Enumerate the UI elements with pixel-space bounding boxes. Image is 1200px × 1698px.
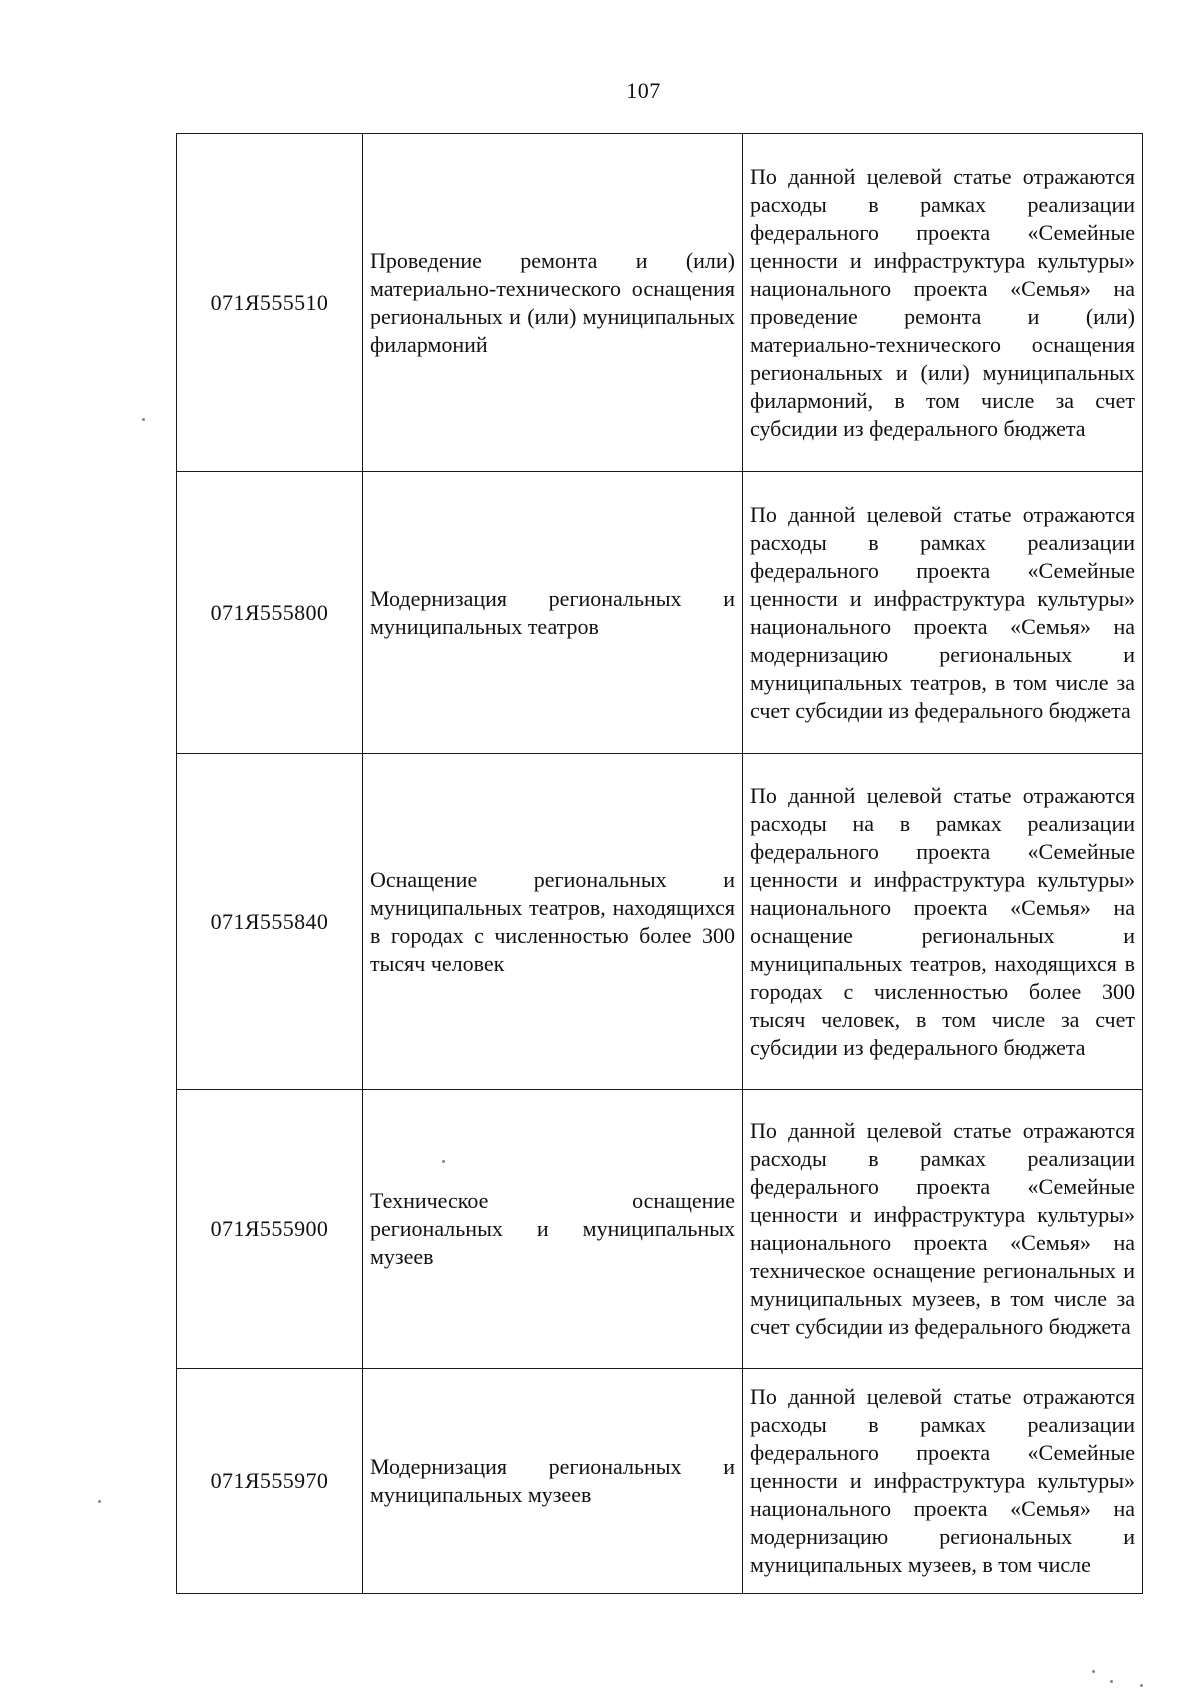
scan-speck [142, 418, 145, 421]
page-number: 107 [626, 78, 661, 103]
expense-description-cell [743, 754, 1143, 1090]
expense-description-cell [743, 1369, 1143, 1594]
expense-name: Модернизация региональных и муниципальных театров [370, 585, 735, 639]
table-row [177, 754, 1143, 1090]
target-code-cell [177, 1090, 363, 1369]
target-code: 071Я555970 [210, 1468, 329, 1493]
expense-description: По данной целевой статье отражаются расходы в рамках реализации федерального проекта «Семейные ценности и инфраструктура культуры» национального проекта «Семья» на модернизацию региональных и муниципальных музеев, в том числе [750, 1384, 1135, 1577]
target-code-cell [177, 134, 363, 472]
scan-speck [1110, 1680, 1113, 1683]
scan-speck [1140, 1684, 1143, 1687]
scan-speck [98, 1500, 101, 1503]
target-code: 071Я555510 [210, 289, 329, 315]
table-row [177, 1369, 1143, 1594]
expense-description: По данной целевой статье отражаются расходы в рамках реализации федерального проекта «Семейные ценности и инфраструктура культуры» национального проекта «Семья» на проведение ремонта и (или) материально-технического оснащения региональных и (или) муниципальных филармоний, в том числе за счет субсидии из федерального бюджета [750, 163, 1135, 441]
scan-speck [442, 1160, 445, 1163]
table-row [177, 134, 1143, 472]
expense-name: Модернизация региональных и муниципальных музеев [370, 1454, 735, 1507]
table-row [177, 472, 1143, 754]
expense-description-cell [743, 472, 1143, 754]
target-code-cell [177, 1369, 363, 1594]
target-code: 071Я555840 [210, 908, 329, 934]
expense-name: Проведение ремонта и (или) материально-технического оснащения региональных и (или) муниципальных филармоний [370, 247, 735, 357]
expense-name-cell [363, 754, 743, 1090]
expense-name-cell [363, 472, 743, 754]
budget-classification-table [176, 133, 1143, 1594]
expense-description: По данной целевой статье отражаются расходы в рамках реализации федерального проекта «Семейные ценности и инфраструктура культуры» национального проекта «Семья» на техническое оснащение региональных и муниципальных музеев, в том числе за счет субсидии из федерального бюджета [750, 1118, 1135, 1339]
target-code: 071Я555800 [210, 599, 329, 625]
expense-description-cell [743, 134, 1143, 472]
target-code-cell [177, 754, 363, 1090]
expense-name-cell [363, 1369, 743, 1594]
expense-name-cell [363, 134, 743, 472]
expense-description: По данной целевой статье отражаются расходы в рамках реализации федерального проекта «Семейные ценности и инфраструктура культуры» национального проекта «Семья» на модернизацию региональных и муниципальных театров, в том числе за счет субсидии из федерального бюджета [750, 501, 1135, 723]
expense-description: По данной целевой статье отражаются расходы на в рамках реализации федерального проекта «Семейные ценности и инфраструктура культуры» национального проекта «Семья» на оснащение региональных и муниципальных театров, находящихся в городах с численностью более 300 тысяч человек, в том числе за счет субсидии из федерального бюджета [750, 782, 1135, 1060]
expense-name: Оснащение региональных и муниципальных театров, находящихся в городах с численностью более 300 тысяч человек [370, 866, 735, 976]
target-code: 071Я555900 [210, 1216, 329, 1241]
target-code-cell [177, 472, 363, 754]
expense-name: Техническое оснащение региональных и муниципальных музеев [370, 1188, 735, 1269]
scan-speck [1092, 1670, 1095, 1673]
table-row [177, 1090, 1143, 1369]
expense-description-cell [743, 1090, 1143, 1369]
expense-name-cell [363, 1090, 743, 1369]
